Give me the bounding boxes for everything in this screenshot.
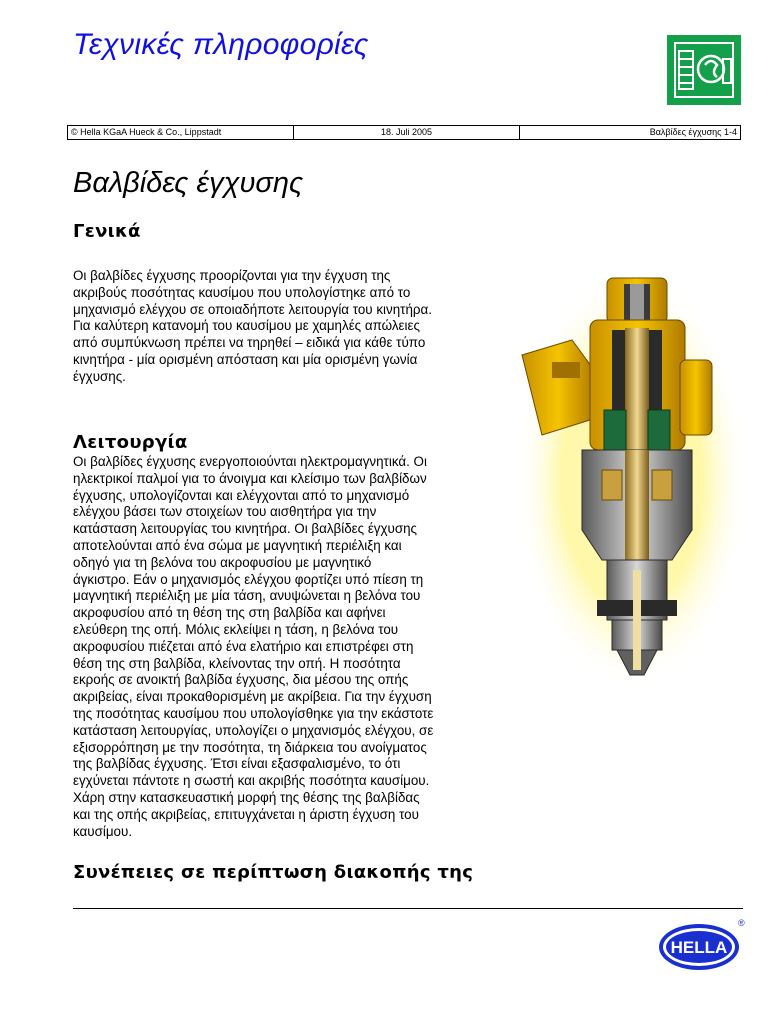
- text-line: ηλεκτρικοί παλμοί για το άνοιγμα και κλείσιμο των βαλβίδων: [73, 470, 427, 486]
- text-line: έγχυσης.: [73, 368, 126, 384]
- section-body-general: [73, 268, 432, 386]
- text-line: της βαλβίδας έγχυσης. Έτσι είναι εξασφαλισμένο, το ότι: [73, 756, 401, 772]
- document-date: 18. Juli 2005: [294, 126, 520, 139]
- footer-divider: [73, 908, 743, 909]
- document-title: Βαλβίδες έγχυσης: [73, 167, 304, 199]
- technical-info-logo-icon: [667, 35, 741, 105]
- text-line: Για καλύτερη κατανομή του καυσίμου με χαμηλές απώλειες: [73, 318, 420, 334]
- text-line: ακροφυσίου πιέζεται από ένα ελατήριο και επιστρέφει στη: [73, 638, 414, 654]
- header-title: Τεχνικές πληροφορίες: [73, 28, 369, 61]
- text-line: κατάσταση λειτουργίας του κινητήρα. Οι βαλβίδες έγχυσης: [73, 521, 418, 537]
- text-line: μαγνητική περιέλιξη με μία τάση, ανυψώνεται η βελόνα του: [73, 588, 421, 604]
- text-line: Οι βαλβίδες έγχυσης προορίζονται για την έγχυση της: [73, 268, 391, 283]
- page-reference: Βαλβίδες έγχυσης 1-4: [649, 127, 737, 137]
- fuel-injector-cutaway-image: [512, 270, 748, 690]
- section-heading-general: Γενικά: [73, 221, 141, 242]
- text-line: μηχανισμό ελέγχου σε οποιαδήποτε λειτουργία του κινητήρα.: [73, 301, 432, 317]
- text-line: αποτελούνται από ένα σώμα με μαγνητική περιέλιξη και: [73, 537, 402, 553]
- text-line: άγκιστρο. Εάν ο μηχανισμός ελέγχου φορτίζει υπό πίεση τη: [73, 571, 424, 587]
- text-line: ελεύθερη της οπή. Μόλις εκλείψει η τάση, η βελόνα του: [73, 621, 399, 637]
- copyright-text: © Hella KGaA Hueck & Co., Lippstadt: [68, 126, 294, 139]
- text-line: και της οπής ακριβείας, επιτυγχάνεται η άριστη έγχυση του: [73, 806, 419, 822]
- text-line: έγχυσης, υπολογίζονται και ελέγχονται από το μηχανισμό: [73, 487, 410, 503]
- text-line: καυσίμου.: [73, 823, 133, 839]
- text-line: θέση της στη βαλβίδα, κλείνοντας την οπή. Η ποσότητα: [73, 655, 401, 671]
- hella-logo: [657, 918, 745, 972]
- text-line: κατάσταση λειτουργίας, υπολογίζει ο μηχανισμός ελέγχου, σε: [73, 722, 434, 738]
- section-heading-failure-consequences: Συνέπειες σε περίπτωση διακοπής της: [73, 862, 474, 883]
- text-line: της ποσότητας καυσίμου που υπολογίσθηκε για την εκάστοτε: [73, 705, 434, 721]
- text-line: ακροφυσίου από τη θέση της στη βαλβίδα και αφήνει: [73, 605, 386, 621]
- text-line: ακριβούς ποσότητας καυσίμου που υπολογίστηκε από το: [73, 284, 411, 300]
- document-info-bar: [67, 125, 741, 140]
- text-line: ελέγχου βάσει των στοιχείων του αισθητήρα για την: [73, 504, 377, 520]
- hella-logo-wordmark: HELLA: [670, 938, 728, 957]
- registered-mark: ®: [738, 918, 745, 928]
- text-line: οδηγό για τη βελόνα του ακροφυσίου με μαγνητικό: [73, 554, 372, 570]
- text-line: από συμπύκνωση πρέπει να τηρηθεί – ειδικά για κάθε τύπο: [73, 335, 426, 351]
- text-line: ακριβείας, είναι προκαθορισμένη με ακρίβεια. Για την έγχυση: [73, 689, 432, 705]
- text-line: εγχύνεται πάντοτε η σωστή και ακριβής ποσότητα καυσίμου.: [73, 773, 430, 789]
- section-heading-operation: Λειτουργία: [73, 432, 188, 453]
- text-line: Οι βαλβίδες έγχυσης ενεργοποιούνται ηλεκτρομαγνητικά. Οι: [73, 454, 427, 469]
- section-body-operation: [73, 454, 433, 840]
- text-line: κινητήρα - μία ορισμένη απόσταση και μία ορισμένη γωνία: [73, 351, 418, 367]
- text-line: εκροής σε ανοικτή βαλβίδα έγχυσης, δια μέσου της οπής: [73, 672, 409, 688]
- text-line: εξισορρόπηση με την ποσότητα, τη διάρκεια του ανοίγματος: [73, 739, 427, 755]
- text-line: Χάρη στην κατασκευαστική μορφή της θέσης της βαλβίδας: [73, 789, 420, 805]
